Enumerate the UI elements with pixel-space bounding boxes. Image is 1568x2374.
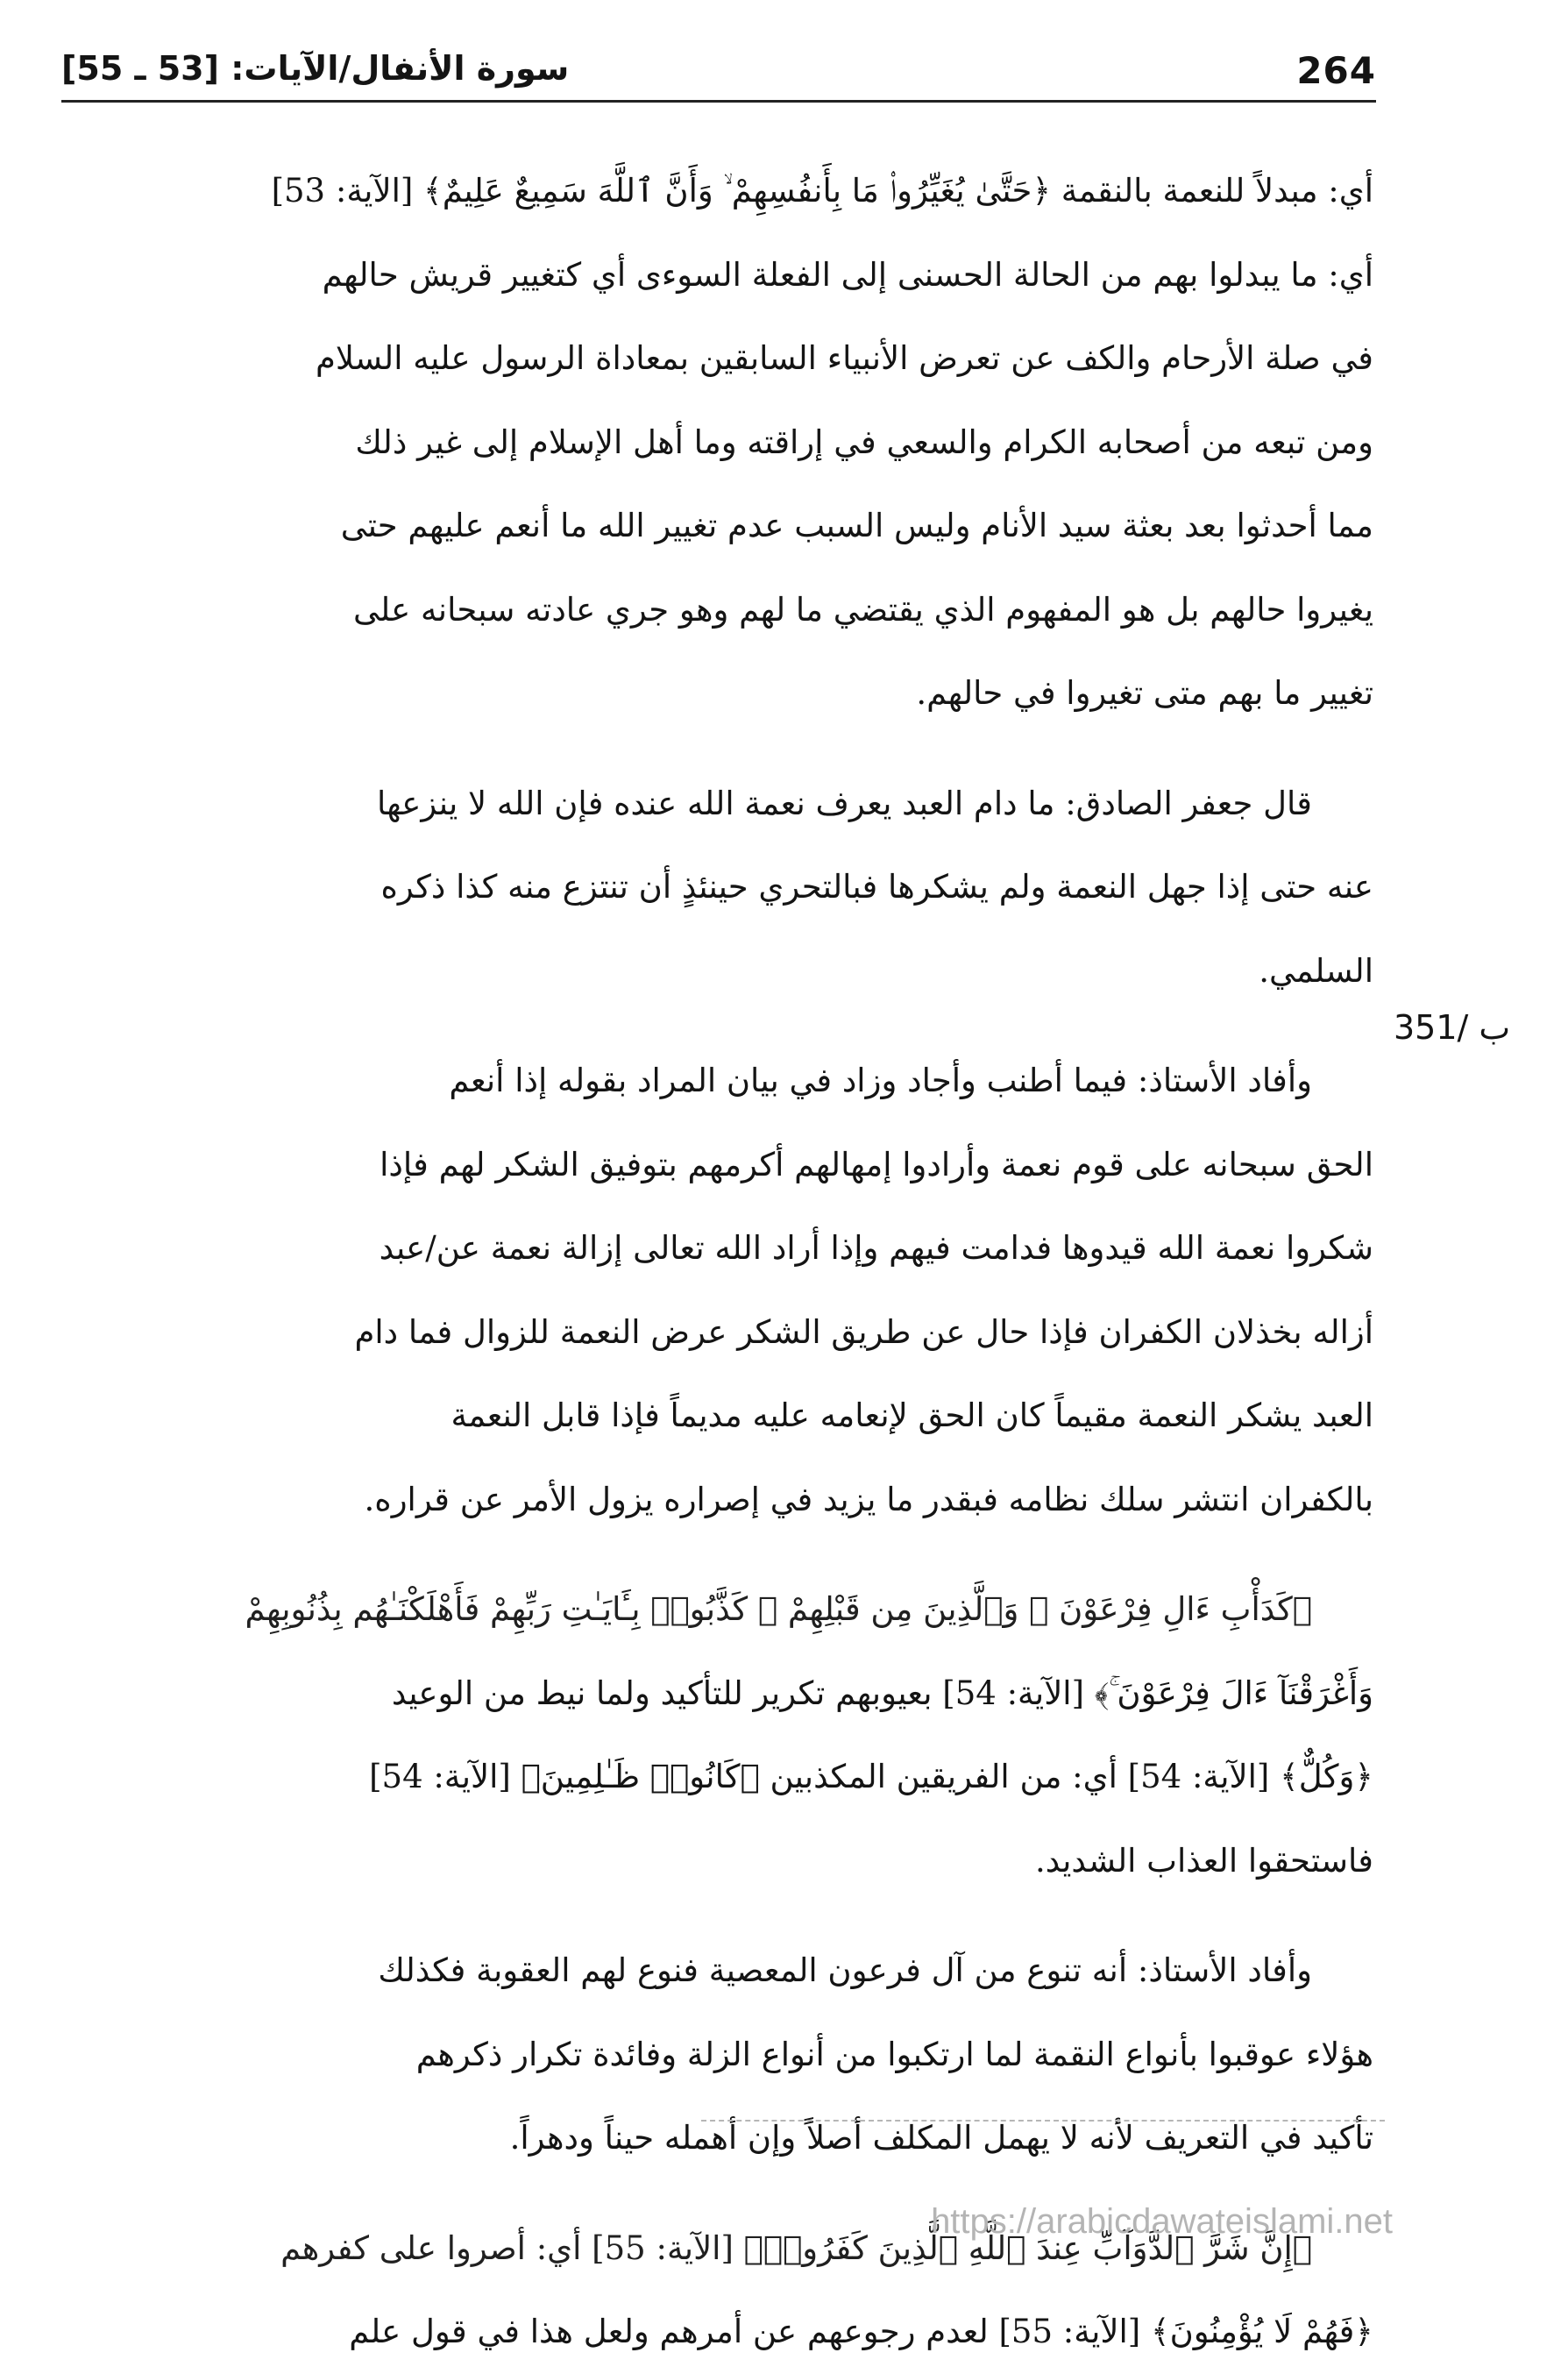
margin-folio-note: 351/ ب xyxy=(1394,1008,1511,1047)
text-line: تأكيد في التعريف لأنه لا يهمل المكلف أصلاً وإن أهمله حيناً ودهراً. xyxy=(509,2119,1373,2157)
scan-dashed-line xyxy=(701,2120,1385,2122)
text-line: فاستحقوا العذاب الشديد. xyxy=(1034,1841,1373,1880)
page-header xyxy=(61,46,1376,107)
text-line: ومن تبعه من أصحابه الكرام والسعي في إراقته وما أهل الإسلام إلى غير ذلك xyxy=(355,423,1373,461)
paragraph-gap xyxy=(66,736,1373,762)
text-line: أزاله بخذلان الكفران فإذا حال عن طريق الشكر عرض النعمة للزوال فما دام xyxy=(354,1312,1373,1351)
text-line: العبد يشكر النعمة مقيماً كان الحق لإنعامه عليه مديماً فإذا قابل النعمة xyxy=(451,1397,1373,1434)
text-line: السلمي. xyxy=(1259,951,1373,990)
quran-verse-line: ﴿إِنَّ شَرَّ ٱلدَّوَآبِّ عِندَ ٱللَّهِ ٱلَّذِينَ كَفَرُوا۟﴾ [الآية: 55] أي: أصروا على كفرهم xyxy=(280,2228,1312,2267)
text-line: هؤلاء عوقبوا بأنواع النقمة لما ارتكبوا من أنواع الزلة وفائدة تكرار ذكرهم xyxy=(415,2035,1373,2073)
header-rule xyxy=(61,100,1376,103)
text-line: شكروا نعمة الله قيدوها فدامت فيهم وإذا أراد الله تعالى إزالة نعمة عن/عبد xyxy=(379,1229,1373,1267)
text-line: وأفاد الأستاذ: أنه تنوع من آل فرعون المعصية فنوع لهم العقوبة فكذلك xyxy=(378,1951,1312,1989)
text-line: أي: مبدلاً للنعمة بالنقمة ﴿حَتَّىٰ يُغَيِّرُوا۟ مَا بِأَنفُسِهِمْ ۙ وَأَنَّ ٱللَّهَ سَمِيعٌ عَلِيمٌ﴾ [الآية: 53] xyxy=(271,172,1373,210)
text-line: مما أحدثوا بعد بعثة سيد الأنام وليس السبب عدم تغيير الله ما أنعم عليهم حتى xyxy=(340,507,1373,544)
quran-verse-line: ﴿كَدَأْبِ ءَالِ فِرْعَوْنَ ۙ وَٱلَّذِينَ مِن قَبْلِهِمْ ۚ كَذَّبُوا۟ بِـَٔايَـٰتِ رَبِّهِمْ فَأَهْلَكْنَـٰهُم بِذُنُوبِهِمْ xyxy=(245,1590,1312,1628)
text-line: ﴿فَهُمْ لَا يُؤْمِنُونَ﴾ [الآية: 55] لعدم رجوعهم عن أمرهم ولعل هذا في قول علم xyxy=(349,2313,1373,2350)
text-line: عنه حتى إذا جهل النعمة ولم يشكرها فبالتحري حينئذٍ أن تنتزع منه كذا ذكره xyxy=(380,868,1373,906)
text-line: وأفاد الأستاذ: فيما أطنب وأجاد وزاد في بيان المراد بقوله إذا أنعم xyxy=(449,1062,1312,1099)
text-line: بالكفران انتشر سلك نظامه فبقدر ما يزيد في إصراره يزول الأمر عن قراره. xyxy=(364,1480,1373,1518)
text-line: في صلة الأرحام والكف عن تعرض الأنبياء السابقين بمعاداة الرسول عليه السلام xyxy=(315,339,1373,377)
text-line: تغيير ما بهم متى تغيروا في حالهم. xyxy=(916,674,1373,712)
text-line: أي: ما يبدلوا بهم من الحالة الحسنى إلى الفعلة السوءى أي كتغيير قريش حالهم xyxy=(322,255,1373,294)
text-line: قال جعفر الصادق: ما دام العبد يعرف نعمة الله عنده فإن الله لا ينزعها xyxy=(376,784,1312,822)
text-line: ﴿وَكُلٌّ﴾ [الآية: 54] أي: من الفريقين المكذبين ﴿كَانُوا۟ ظَـٰلِمِينَ﴾ [الآية: 54] xyxy=(369,1758,1373,1795)
text-line: الحق سبحانه على قوم نعمة وأرادوا إمهالهم أكرمهم بتوفيق الشكر لهم فإذا xyxy=(380,1145,1373,1183)
page-number: 264 xyxy=(1296,49,1376,92)
paragraph-gap xyxy=(66,1902,1373,1929)
text-line: وَأَغْرَقْنَآ ءَالَ فِرْعَوْنَ ۚ﴾ [الآية: 54] بعيوبهم تكرير للتأكيد ولما نيط من الوعيد xyxy=(391,1674,1373,1712)
running-title: سورة الأنفال/الآيات: [53 ـ 55] xyxy=(61,49,570,88)
watermark-url: https://arabicdawateislami.net xyxy=(931,2202,1393,2241)
body-text xyxy=(66,149,1373,2374)
paragraph-gap xyxy=(66,1541,1373,1567)
paragraph-gap xyxy=(66,1013,1373,1039)
text-line: يغيروا حالهم بل هو المفهوم الذي يقتضي ما لهم وهو جري عادته سبحانه على xyxy=(353,590,1373,629)
